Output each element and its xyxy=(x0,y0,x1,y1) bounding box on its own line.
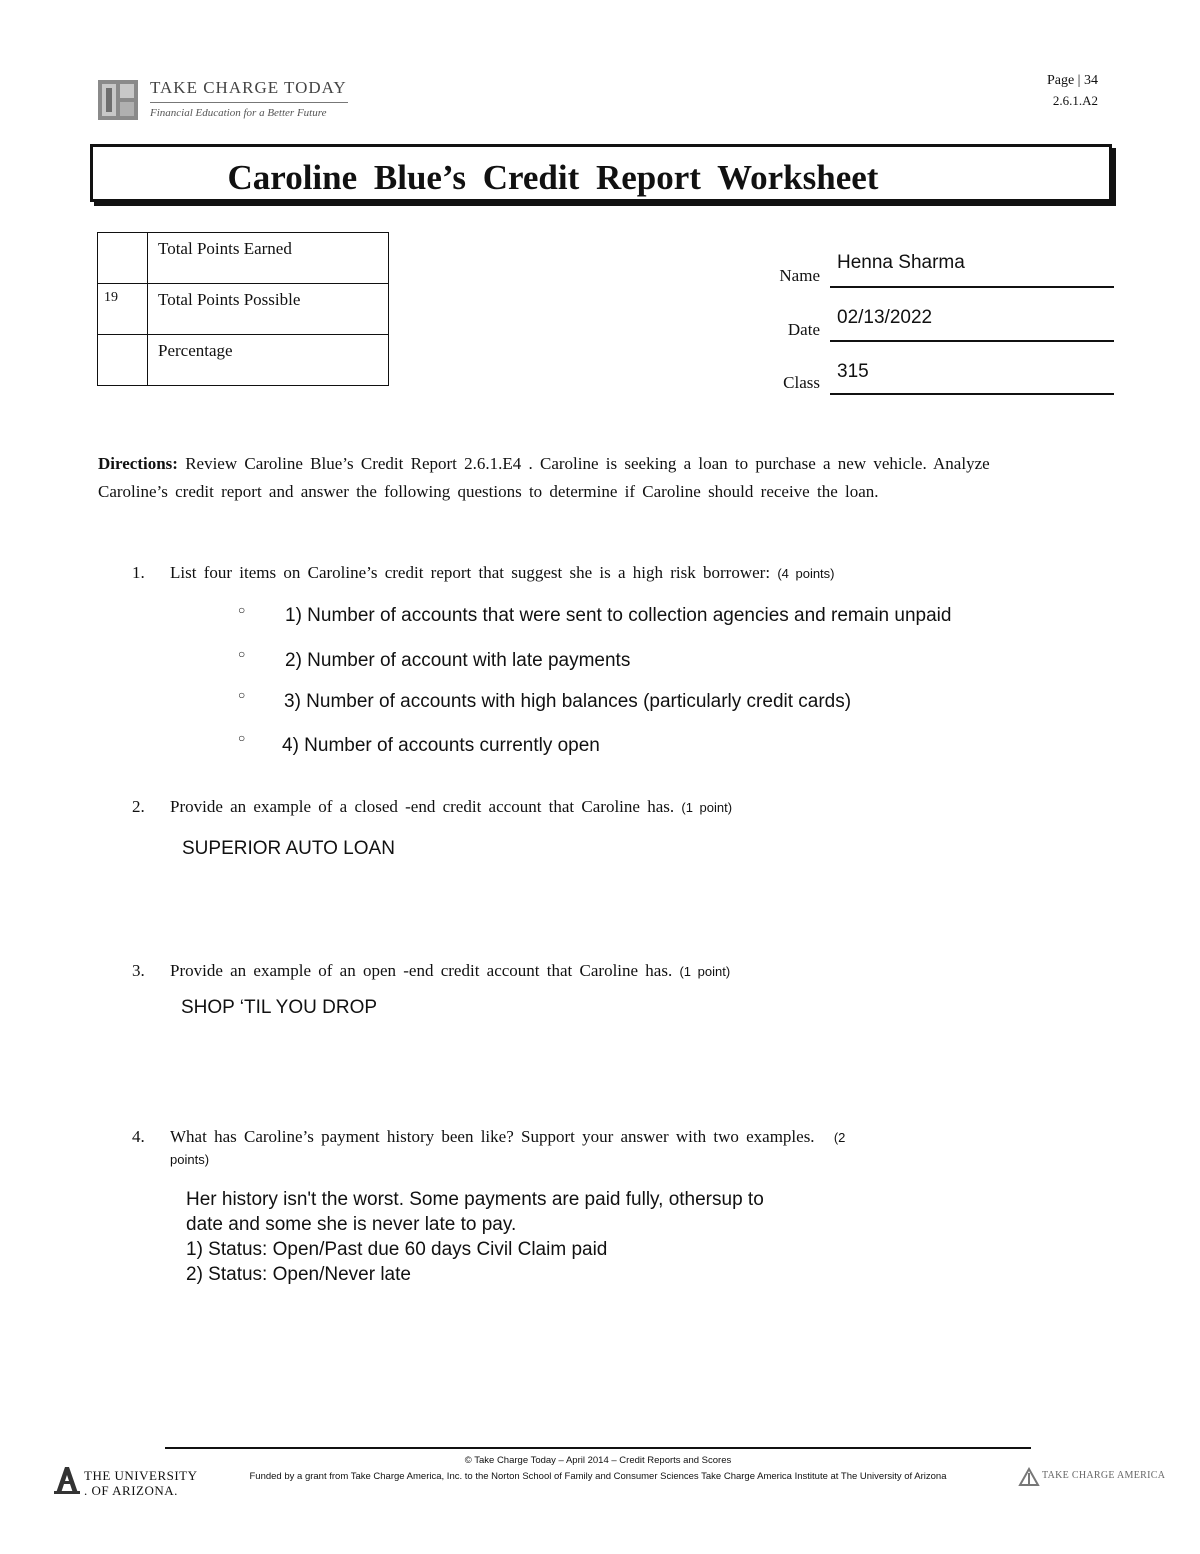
date-underline xyxy=(830,340,1114,342)
points-possible-value: 19 xyxy=(98,284,148,335)
answer-4-line-2[interactable]: date and some she is never late to pay. xyxy=(186,1214,517,1235)
directions-label: Directions: xyxy=(98,454,178,473)
university-of-arizona-logo-icon xyxy=(54,1465,80,1495)
answer-1-item-1[interactable]: 1) Number of accounts that were sent to collection agencies and remain unpaid xyxy=(285,605,952,626)
footer-copyright: © Take Charge Today – April 2014 – Credit Reports and Scores xyxy=(464,1455,732,1466)
answer-4-line-3[interactable]: 1) Status: Open/Past due 60 days Civil Claim paid xyxy=(186,1239,608,1260)
question-text: List four items on Caroline’s credit report that suggest she is a high risk borrower: xyxy=(170,563,771,582)
class-label: Class xyxy=(783,373,820,392)
bullet-icon: ○ xyxy=(238,647,246,661)
question-2 xyxy=(132,797,732,817)
answer-1-item-3[interactable]: 3) Number of accounts with high balances (particularly credit cards) xyxy=(284,691,852,712)
question-number: 4. xyxy=(132,1127,145,1146)
bullet-icon: ○ xyxy=(238,603,246,617)
answer-1-item-4[interactable]: 4) Number of accounts currently open xyxy=(282,735,600,756)
question-number: 3. xyxy=(132,961,145,980)
percentage-label: Percentage xyxy=(148,335,389,386)
points-possible-label: Total Points Possible xyxy=(148,284,389,335)
document-code: 2.6.1.A2 xyxy=(1052,93,1098,108)
answer-1-item-2[interactable]: 2) Number of account with late payments xyxy=(285,650,631,671)
date-field[interactable]: 02/13/2022 xyxy=(837,307,933,328)
points-table xyxy=(97,232,389,386)
answer-4-line-1[interactable]: Her history isn't the worst. Some payments are paid fully, othersup to xyxy=(186,1189,764,1210)
question-points: (4 points) xyxy=(777,566,835,581)
question-points: (1 point) xyxy=(679,964,731,979)
footer-divider xyxy=(165,1447,1031,1449)
table-row xyxy=(98,284,389,335)
directions-text: Review Caroline Blue’s Credit Report 2.6.1.E4 . Caroline is seeking a loan to purchase a new vehicle. Analyze Caroline’s credit report and answer the following questions to determine if Caroline should receive the loan. xyxy=(98,454,990,501)
date-label: Date xyxy=(787,320,820,339)
answer-3[interactable]: SHOP ‘TIL YOU DROP xyxy=(181,997,378,1018)
question-number: 1. xyxy=(132,563,145,582)
bullet-icon: ○ xyxy=(238,731,246,745)
take-charge-today-logo-icon xyxy=(98,80,138,120)
footer-funding: Funded by a grant from Take Charge America, Inc. to the Norton School of Family and Consumer Sciences Take Charge America Institute at The University of Arizona xyxy=(249,1471,947,1482)
page-number: Page | 34 xyxy=(1046,73,1098,88)
percentage-value[interactable] xyxy=(98,335,148,386)
answer-4-line-4[interactable]: 2) Status: Open/Never late xyxy=(186,1264,411,1285)
question-3 xyxy=(132,961,730,981)
table-row xyxy=(98,335,389,386)
university-name-line-1: THE UNIVERSITY xyxy=(84,1468,198,1483)
question-points: (2 xyxy=(833,1130,846,1145)
class-underline xyxy=(830,393,1114,395)
logo-title: TAKE CHARGE TODAY xyxy=(150,78,347,97)
logo-subtitle: Financial Education for a Better Future xyxy=(150,107,327,119)
bullet-icon: ○ xyxy=(238,688,246,702)
name-field[interactable]: Henna Sharma xyxy=(837,252,965,273)
question-points: (1 point) xyxy=(681,800,733,815)
name-underline xyxy=(830,286,1114,288)
university-name-line-2: . OF ARIZONA. xyxy=(84,1483,178,1498)
take-charge-america-logo-icon xyxy=(1018,1467,1040,1487)
question-points-continued: points) xyxy=(170,1152,210,1167)
name-label: Name xyxy=(779,266,820,285)
table-row xyxy=(98,233,389,284)
logo-divider xyxy=(150,102,348,103)
question-4 xyxy=(132,1127,845,1147)
question-text: Provide an example of a closed ‑end credit account that Caroline has. xyxy=(170,797,675,816)
question-text: Provide an example of an open ‑end credit account that Caroline has. xyxy=(170,961,673,980)
question-number: 2. xyxy=(132,797,145,816)
answer-2[interactable]: SUPERIOR AUTO LOAN xyxy=(182,838,395,859)
question-1 xyxy=(132,563,835,583)
points-earned-value[interactable] xyxy=(98,233,148,284)
class-field[interactable]: 315 xyxy=(837,361,869,382)
question-text: What has Caroline’s payment history been like? Support your answer with two examples. xyxy=(170,1127,815,1146)
page-title: Caroline Blue’s Credit Report Worksheet xyxy=(227,158,879,197)
directions-paragraph xyxy=(98,450,1028,505)
points-earned-label: Total Points Earned xyxy=(148,233,389,284)
take-charge-america-logo-text: TAKE CHARGE AMERICA xyxy=(1042,1470,1166,1481)
